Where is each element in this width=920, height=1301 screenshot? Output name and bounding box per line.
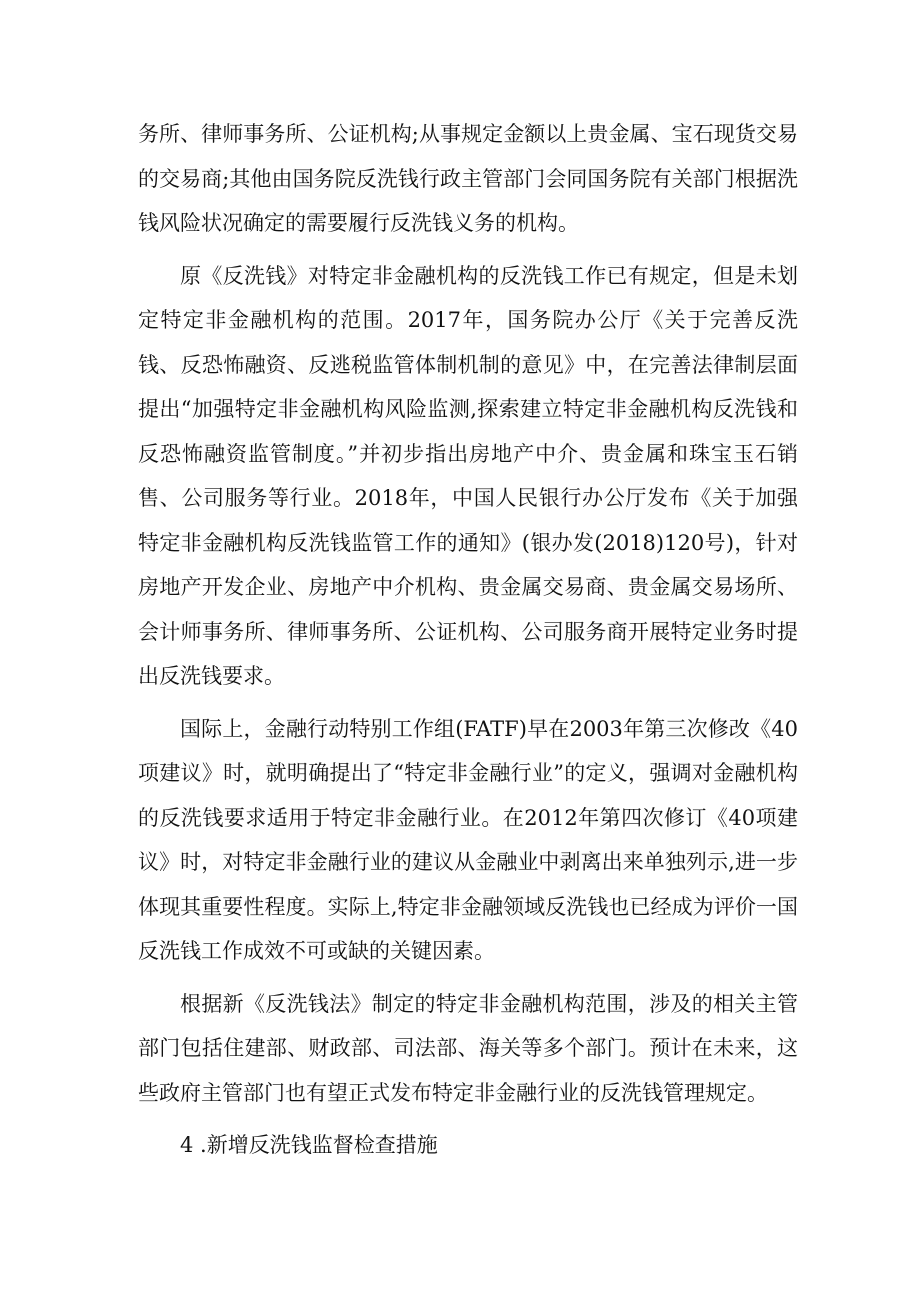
section-heading: 4 .新增反洗钱监督检查措施 [180, 1133, 438, 1157]
document-body [138, 112, 798, 1168]
paragraph-continued: 务所、律师事务所、公证机构;从事规定金额以上贵金属、宝石现货交易的交易商;其他由国务院反洗钱行政主管部门会同国务院有关部门根据洗钱风险状况确定的需要履行反洗钱义务的机构。 [138, 122, 798, 235]
paragraph-international: 国际上，金融行动特别工作组(FATF)早在2003年第三次修改《40项建议》时，就明确提出了“特定非金融行业”的定义，强调对金融机构的反洗钱要求适用于特定非金融行业。在2012年第四次修订《40项建议》时，对特定非金融行业的建议从金融业中剥离出来单独列示,进一步体现其重要性程度。实际上,特定非金融领域反洗钱也已经成为评价一国反洗钱工作成效不可或缺的关键因素。 [138, 716, 798, 963]
paragraph-original-law: 原《反洗钱》对特定非金融机构的反洗钱工作已有规定，但是未划定特定非金融机构的范围。2017年，国务院办公厅《关于完善反洗钱、反恐怖融资、反逃税监管体制机制的意见》中，在完善法律制层面提出“加强特定非金融机构风险监测,探索建立特定非金融机构反洗钱和反恐怖融资监管制度。”并初步指出房地产中介、贵金属和珠宝玉石销售、公司服务等行业。2018年，中国人民银行办公厅发布《关于加强特定非金融机构反洗钱监管工作的通知》(银办发(2018)120号)，针对房地产开发企业、房地产中介机构、贵金属交易商、贵金属交易场所、会计师事务所、律师事务所、公证机构、公司服务商开展特定业务时提出反洗钱要求。 [138, 263, 798, 688]
paragraph-new-law: 根据新《反洗钱法》制定的特定非金融机构范围，涉及的相关主管部门包括住建部、财政部、司法部、海关等多个部门。预计在未来，这些政府主管部门也有望正式发布特定非金融行业的反洗钱管理规定。 [138, 991, 798, 1105]
